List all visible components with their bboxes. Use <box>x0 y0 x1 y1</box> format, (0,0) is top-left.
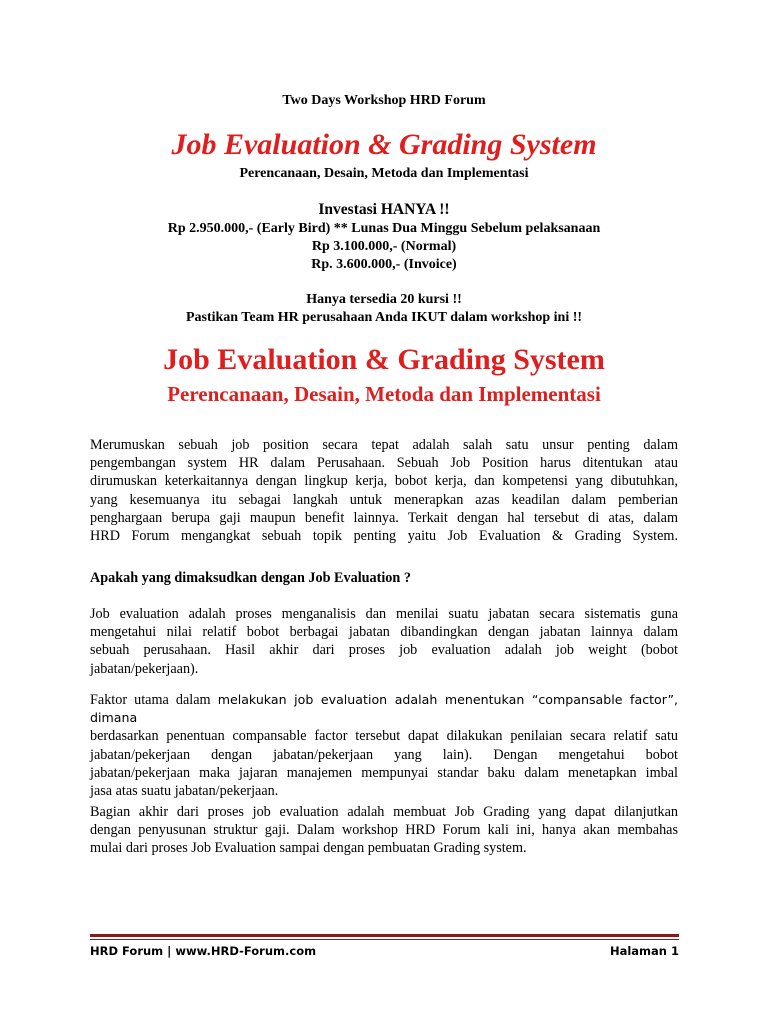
price-early-bird: Rp 2.950.000,- (Early Bird) ** Lunas Dua Minggu Sebelum pelaksanaan <box>167 221 601 236</box>
seats-notice: Hanya tersedia 20 kursi !! <box>306 292 462 307</box>
paragraph-line: pengembangan system HR dalam Perusahaan. Sebuah Job Position harus ditentukan atau <box>90 455 678 472</box>
factor-first-sans: melakukan job evaluation adalah menentukan “compansable factor”, dimana <box>90 692 679 726</box>
paragraph-line: HRD Forum mengangkat sebuah topik penting yaitu Job Evaluation & Grading System. <box>90 528 678 545</box>
intro-paragraph <box>90 436 678 545</box>
paragraph-line: penghargaan berupa gaji maupun benefit lainnya. Terkait dengan hal tersebut di atas, dalam <box>90 509 678 526</box>
footer-site: HRD Forum | www.HRD-Forum.com <box>90 944 317 958</box>
workshop-title-italic: Job Evaluation & Grading System <box>171 128 597 161</box>
paragraph-line: berdasarkan penentuan compansable factor tersebut dapat dilakukan penilaian secara relatif satu <box>90 728 678 745</box>
factor-first-serif: Faktor utama dalam <box>90 692 218 708</box>
paragraph-line: jasa atas suatu jabatan/pekerjaan. <box>90 783 279 800</box>
main-subtitle: Perencanaan, Desain, Metoda dan Implementasi <box>167 382 601 406</box>
definition-paragraph <box>90 605 678 678</box>
workshop-pretitle: Two Days Workshop HRD Forum <box>282 93 486 108</box>
closing-paragraph <box>90 803 678 858</box>
paragraph-line: mengetahui nilai relatif bobot berbagai jabatan dibandingkan dengan jabatan lainnya dalam <box>90 624 678 641</box>
paragraph-line: jabatan/pekerjaan dengan jabatan/pekerjaan yang lain). Dengan mengetahui bobot <box>90 746 678 763</box>
price-normal: Rp 3.100.000,- (Normal) <box>311 239 457 254</box>
paragraph-line: Merumuskan sebuah job position secara tepat adalah salah satu unsur penting dalam <box>90 437 678 453</box>
paragraph-line: mulai dari proses Job Evaluation sampai dengan pembuatan Grading system. <box>90 840 527 857</box>
paragraph-line <box>90 691 678 727</box>
paragraph-line: sebuah perusahaan. Hasil akhir dari proses job evaluation adalah job weight (bobot <box>90 642 678 659</box>
paragraph-line: dirumuskan keterkaitannya dengan lingkup kerja, bobot kerja, dan kompetensi yang dibutuhkan, <box>90 473 678 490</box>
section-question: Apakah yang dimaksudkan dengan Job Evaluation ? <box>90 570 411 586</box>
paragraph-line: jabatan/pekerjaan maka jajaran manajemen mempunyai standar baku dalam menetapkan imbal <box>90 764 678 781</box>
investment-heading: Investasi HANYA !! <box>318 201 450 218</box>
paragraph-line: yang kesemuanya itu sebagai langkah untuk menerapkan azas keadilan dalam pemberian <box>90 491 678 508</box>
footer-page-number: Halaman 1 <box>609 944 679 958</box>
workshop-subtitle-small: Perencanaan, Desain, Metoda dan Implementasi <box>239 166 529 181</box>
main-title: Job Evaluation & Grading System <box>163 343 605 376</box>
price-invoice: Rp. 3.600.000,- (Invoice) <box>311 257 457 272</box>
paragraph-line: Bagian akhir dari proses job evaluation adalah membuat Job Grading yang dapat dilanjutkan <box>90 804 678 820</box>
paragraph-line: Job evaluation adalah proses menganalisis dan menilai suatu jabatan secara sistematis guna <box>90 606 678 622</box>
factor-paragraph <box>90 691 678 800</box>
call-to-action: Pastikan Team HR perusahaan Anda IKUT dalam workshop ini !! <box>185 310 583 325</box>
paragraph-line: dengan penyusunan struktur gaji. Dalam workshop HRD Forum kali ini, hanya akan membahas <box>90 822 678 839</box>
paragraph-line: jabatan/pekerjaan). <box>90 660 199 677</box>
footer-divider-thin <box>90 939 679 940</box>
footer-divider <box>90 934 679 937</box>
